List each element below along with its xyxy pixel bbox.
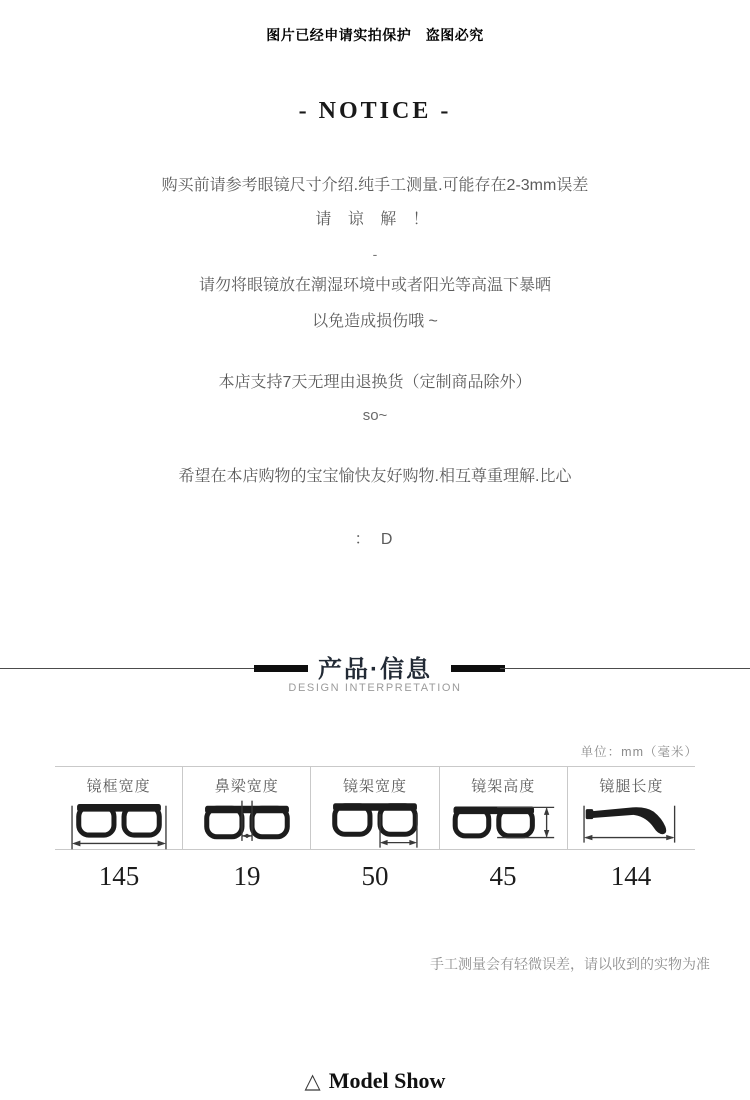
notice-line: 请勿将眼镜放在潮湿环境中或者阳光等高温下暴晒 [198, 277, 551, 294]
size-cell-label: 镜架高度 [471, 778, 536, 795]
notice-title: - NOTICE - [298, 98, 452, 124]
notice-line: 本店支持7天无理由退换货（定制商品除外） [218, 374, 532, 391]
section-title: 产品·信息 [318, 656, 432, 683]
section-divider [0, 646, 750, 704]
divider-bar-right [451, 665, 505, 672]
size-value: 50 [361, 861, 389, 891]
size-value: 45 [489, 861, 517, 891]
size-cell-frame-width [55, 767, 182, 849]
notice-line: - [372, 246, 378, 262]
unit-label: 单位：mm（毫米） [580, 745, 698, 759]
measurement-note: 手工测量会有轻微误差，请以收到的实物为准 [430, 956, 710, 972]
size-value: 144 [610, 861, 652, 891]
size-cell-label: 镜腿长度 [599, 778, 664, 795]
glasses-temple-length-icon [579, 799, 683, 851]
anti-theft-notice: 图片已经申请实拍保护 盗图必究 [266, 27, 484, 43]
size-cell-label: 镜架宽度 [343, 778, 408, 795]
model-show-label: Model Show [328, 1068, 446, 1093]
section-subtitle: DESIGN INTERPRETATION [288, 682, 462, 694]
notice-line: 购买前请参考眼镜尺寸介绍.纯手工测量.可能存在2-3mm误差 [161, 177, 589, 194]
size-cell-label: 镜框宽度 [86, 778, 151, 795]
size-cell-temple-length [567, 767, 695, 849]
size-grid [55, 766, 695, 850]
size-cell-label: 鼻梁宽度 [214, 778, 279, 795]
notice-line: so~ [362, 407, 388, 424]
divider-line-right [500, 668, 750, 669]
notice-line: 请 谅 解 ！ [315, 211, 435, 228]
glasses-frame-width-icon [67, 799, 171, 851]
size-value: 145 [98, 861, 140, 891]
size-value: 19 [233, 861, 261, 891]
triangle-icon: △ [304, 1069, 321, 1093]
notice-line: ： D [354, 531, 396, 548]
size-table [55, 766, 695, 892]
notice-line: 希望在本店购物的宝宝愉快友好购物.相互尊重理解.比心 [178, 468, 572, 485]
glasses-frame-height-icon [448, 799, 558, 851]
model-show-heading [0, 1068, 750, 1094]
size-cell-frame-height [439, 767, 567, 849]
size-cell-bridge-width [182, 767, 310, 849]
glasses-lens-width-icon [323, 799, 427, 851]
glasses-bridge-width-icon [195, 799, 299, 851]
notice-line: 以免造成损伤哦 ~ [312, 313, 438, 330]
size-values-row [55, 850, 695, 892]
size-cell-lens-width [310, 767, 438, 849]
